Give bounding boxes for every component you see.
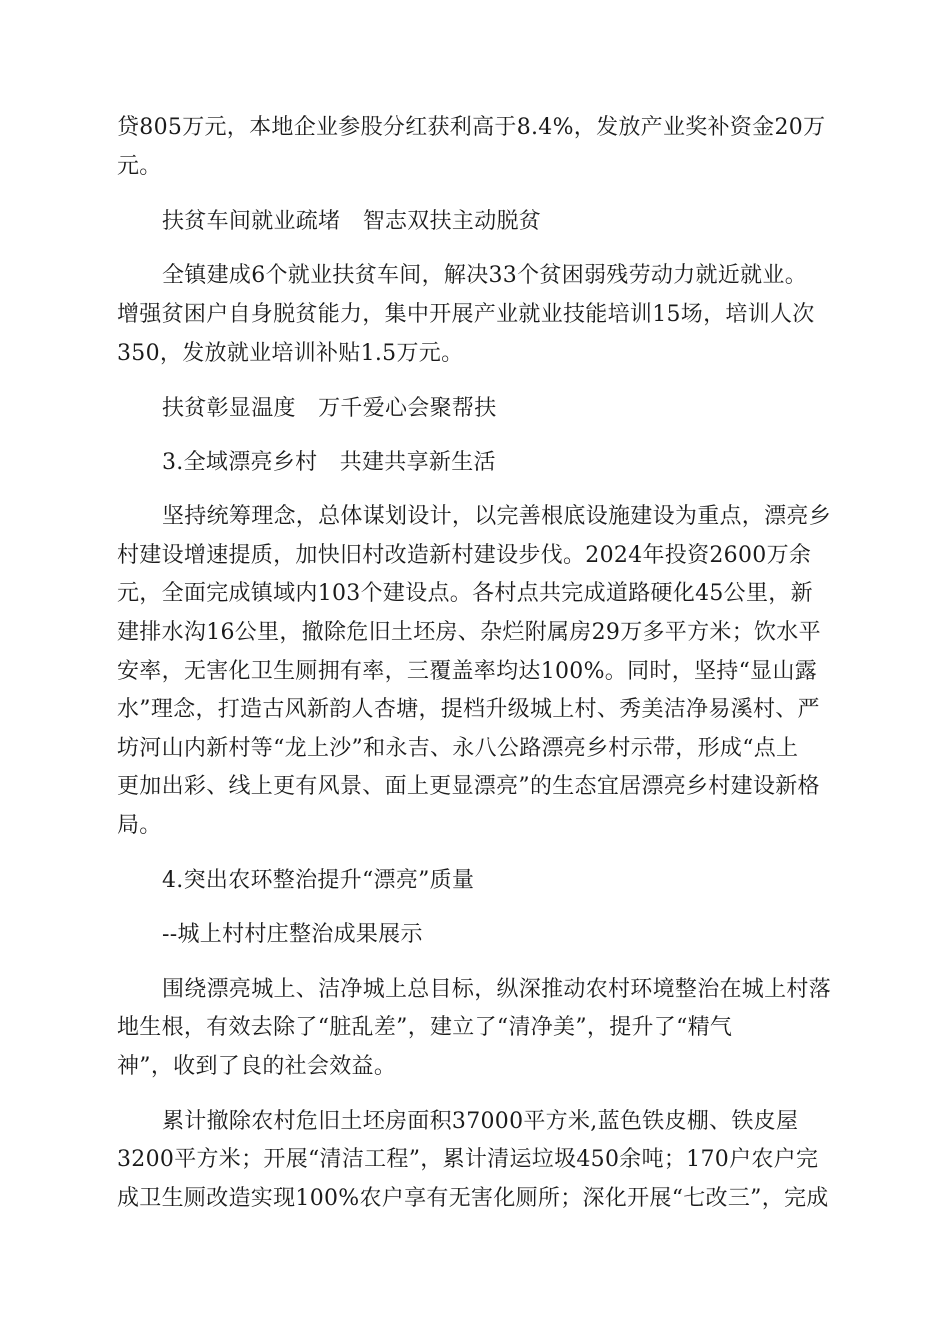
heading-section-4: 4.突出农环整治提升“漂亮”质量 bbox=[162, 868, 475, 893]
text-line-16: 地生根，有效去除了“脏乱差”，建立了“清净美”，提升了“精气 bbox=[117, 1015, 733, 1040]
text-line-9: 建排水沟16公里，撤除危旧土坯房、杂烂附属房29万多平方米；饮水平 bbox=[117, 620, 821, 645]
heading-poverty-warmth: 扶贫彰显温度 万千爱心会聚帮扶 bbox=[162, 396, 497, 421]
heading-poverty-workshop: 扶贫车间就业疏堵 智志双扶主动脱贫 bbox=[162, 209, 542, 234]
text-line-17: 神”，收到了良的社会效益。 bbox=[117, 1054, 397, 1079]
text-line-4: 增强贫困户自身脱贫能力，集中开展产业就业技能培训15场，培训人次 bbox=[117, 302, 815, 327]
text-line-10: 安率，无害化卫生厕拥有率，三覆盖率均达100%。同时，坚持“显山露 bbox=[117, 659, 818, 684]
text-line-15: 围绕漂亮城上、洁净城上总目标，纵深推动农村环境整治在城上村落 bbox=[162, 977, 832, 1002]
text-line-20: 成卫生厕改造实现100%农户享有无害化厕所；深化开展“七改三”，完成 bbox=[117, 1186, 829, 1211]
text-line-11: 水”理念，打造古风新韵人杏塘，提档升级城上村、秀美洁净易溪村、严 bbox=[117, 697, 820, 722]
text-line-1: 贷805万元，本地企业参股分红获利高于8.4%，发放产业奖补资金20万 bbox=[117, 115, 826, 140]
text-line-19: 3200平方米；开展“清洁工程”，累计清运垃圾450余吨；170户农户完 bbox=[117, 1147, 819, 1172]
text-line-6: 坚持统筹理念，总体谋划设计，以完善根底设施建设为重点，漂亮乡 bbox=[162, 504, 832, 529]
text-line-2: 元。 bbox=[117, 154, 162, 179]
text-line-13: 更加出彩、线上更有风景、面上更显漂亮”的生态宜居漂亮乡村建设新格 bbox=[117, 774, 820, 799]
text-line-3: 全镇建成6个就业扶贫车间，解决33个贫困弱残劳动力就近就业。 bbox=[162, 263, 807, 288]
text-line-14: 局。 bbox=[117, 813, 162, 838]
text-line-8: 元，全面完成镇域内103个建设点。各村点共完成道路硬化45公里，新 bbox=[117, 581, 813, 606]
text-line-5: 350，发放就业培训补贴1.5万元。 bbox=[117, 341, 464, 366]
text-line-18: 累计撤除农村危旧土坯房面积37000平方米,蓝色铁皮棚、铁皮屋 bbox=[162, 1109, 799, 1134]
text-line-7: 村建设增速提质，加快旧村改造新村建设步伐。2024年投资2600万余 bbox=[117, 543, 812, 568]
text-line-12: 坊河山内新村等“龙上沙”和永吉、永八公路漂亮乡村示带，形成“点上 bbox=[117, 736, 799, 761]
subheading-village-results: --城上村村庄整治成果展示 bbox=[162, 922, 423, 947]
heading-section-3: 3.全域漂亮乡村 共建共享新生活 bbox=[162, 450, 496, 475]
